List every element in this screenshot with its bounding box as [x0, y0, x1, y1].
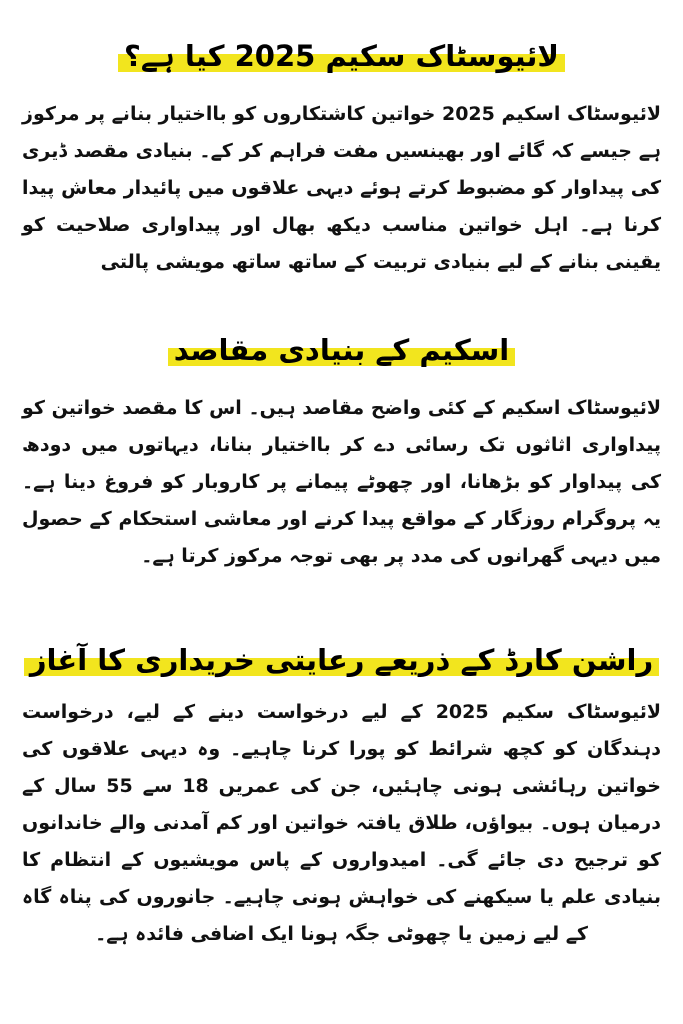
section2-paragraph: لائیوسٹاک اسکیم کے کئی واضح مقاصد ہیں۔ اس کا مقصد خواتین کو پیداواری اثاثوں تک رسائی دے کر بااختیار بنانا، دیہاتوں میں دودھ کی پیداوار کو بڑھانا، اور چھوٹے پیمانے پر کاروبار کو فروغ دینا ہے۔ یہ پروگرام روزگار کے مواقع پیدا کرنے اور معاشی استحکام کے حصول میں دیہی گھرانوں کی مدد پر بھی توجہ مرکوز کرتا ہے۔ — [22, 397, 661, 567]
section3-heading: راشن کارڈ کے ذریعے رعایتی خریداری کا آغاز — [24, 640, 659, 680]
section3-heading-wrap — [0, 640, 683, 680]
section1-heading: لائیوسٹاک سکیم 2025 کیا ہے؟ — [118, 36, 565, 76]
section3-paragraph: لائیوسٹاک سکیم 2025 کے لیے درخواست دینے کے لیے، درخواست دہندگان کو کچھ شرائط کو پورا کرنا چاہیے۔ وہ دیہی علاقوں کی خواتین رہائشی ہونی چاہئیں، جن کی عمریں 18 سے 55 سال کے درمیان ہوں۔ بیواؤں، طلاق یافتہ خواتین اور کم آمدنی والے خاندانوں کو ترجیح دی جائے گی۔ امیدواروں کے پاس مویشیوں کے انتظام کا بنیادی علم یا سیکھنے کی خواہش ہونی چاہیے۔ جانوروں کی پناہ گاہ کے لیے زمین یا چھوٹی جگہ ہونا ایک اضافی فائدہ ہے۔ — [22, 701, 662, 945]
section1-heading-wrap — [0, 36, 683, 76]
section1-paragraph: لائیوسٹاک اسکیم 2025 خواتین کاشتکاروں کو بااختیار بنانے پر مرکوز ہے جیسے کہ گائے اور بھینسیں مفت فراہم کر کے۔ بنیادی مقصد ڈیری کی پیداوار کو مضبوط کرتے ہوئے دیہی علاقوں میں پائیدار معاش پیدا کرنا ہے۔ اہل خواتین مناسب دیکھ بھال اور پیداواری صلاحیت کو یقینی بنانے کے لیے بنیادی تربیت کے ساتھ ساتھ مویشی پالتی — [22, 103, 661, 273]
section2-heading: اسکیم کے بنیادی مقاصد — [168, 330, 515, 370]
section2-heading-wrap — [0, 330, 683, 370]
